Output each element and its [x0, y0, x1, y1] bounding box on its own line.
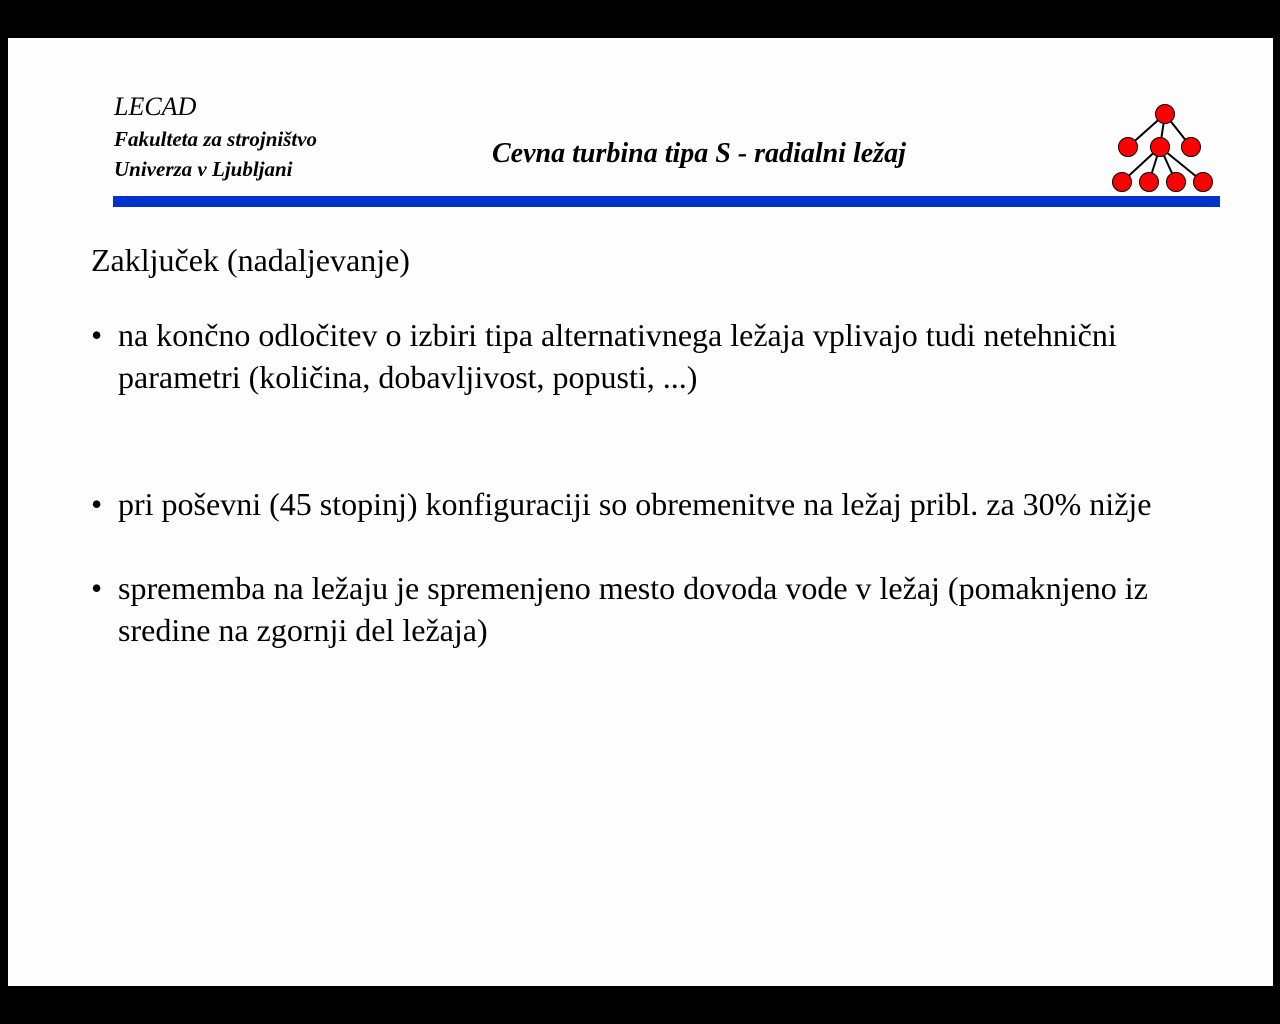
bullet-symbol: •: [91, 317, 103, 353]
organization-block: [114, 90, 317, 184]
bullet-symbol: •: [91, 570, 103, 606]
bullet-symbol: •: [91, 486, 103, 522]
org-university: Univerza v Ljubljani: [114, 157, 293, 181]
bullet-text: sprememba na ležaju je spremenjeno mesto dovoda vode v ležaj (pomaknjeno iz sredine na zgornji del ležaja): [118, 570, 1148, 648]
section-subtitle: Zaključek (nadaljevanje): [91, 242, 410, 278]
bullet-item: [91, 314, 1231, 398]
org-faculty: Fakulteta za strojništvo: [114, 127, 318, 151]
org-lab-name: LECAD: [114, 92, 197, 121]
header-rule: [113, 196, 1220, 207]
bullet-item: [91, 567, 1231, 651]
bullet-item: [91, 483, 1231, 525]
slide-content: [91, 234, 1231, 651]
bullet-text: pri poševni (45 stopinj) konfiguraciji so obremenitve na ležaj pribl. za 30% nižje: [118, 486, 1152, 522]
tree-network-icon: [1108, 100, 1218, 196]
slide: [8, 38, 1273, 986]
bullet-text: na končno odločitev o izbiri tipa alternativnega ležaja vplivajo tudi netehnični parametri (količina, dobavljivost, popusti, ...): [118, 317, 1117, 395]
slide-title: Cevna turbina tipa S - radialni ležaj: [492, 138, 906, 169]
